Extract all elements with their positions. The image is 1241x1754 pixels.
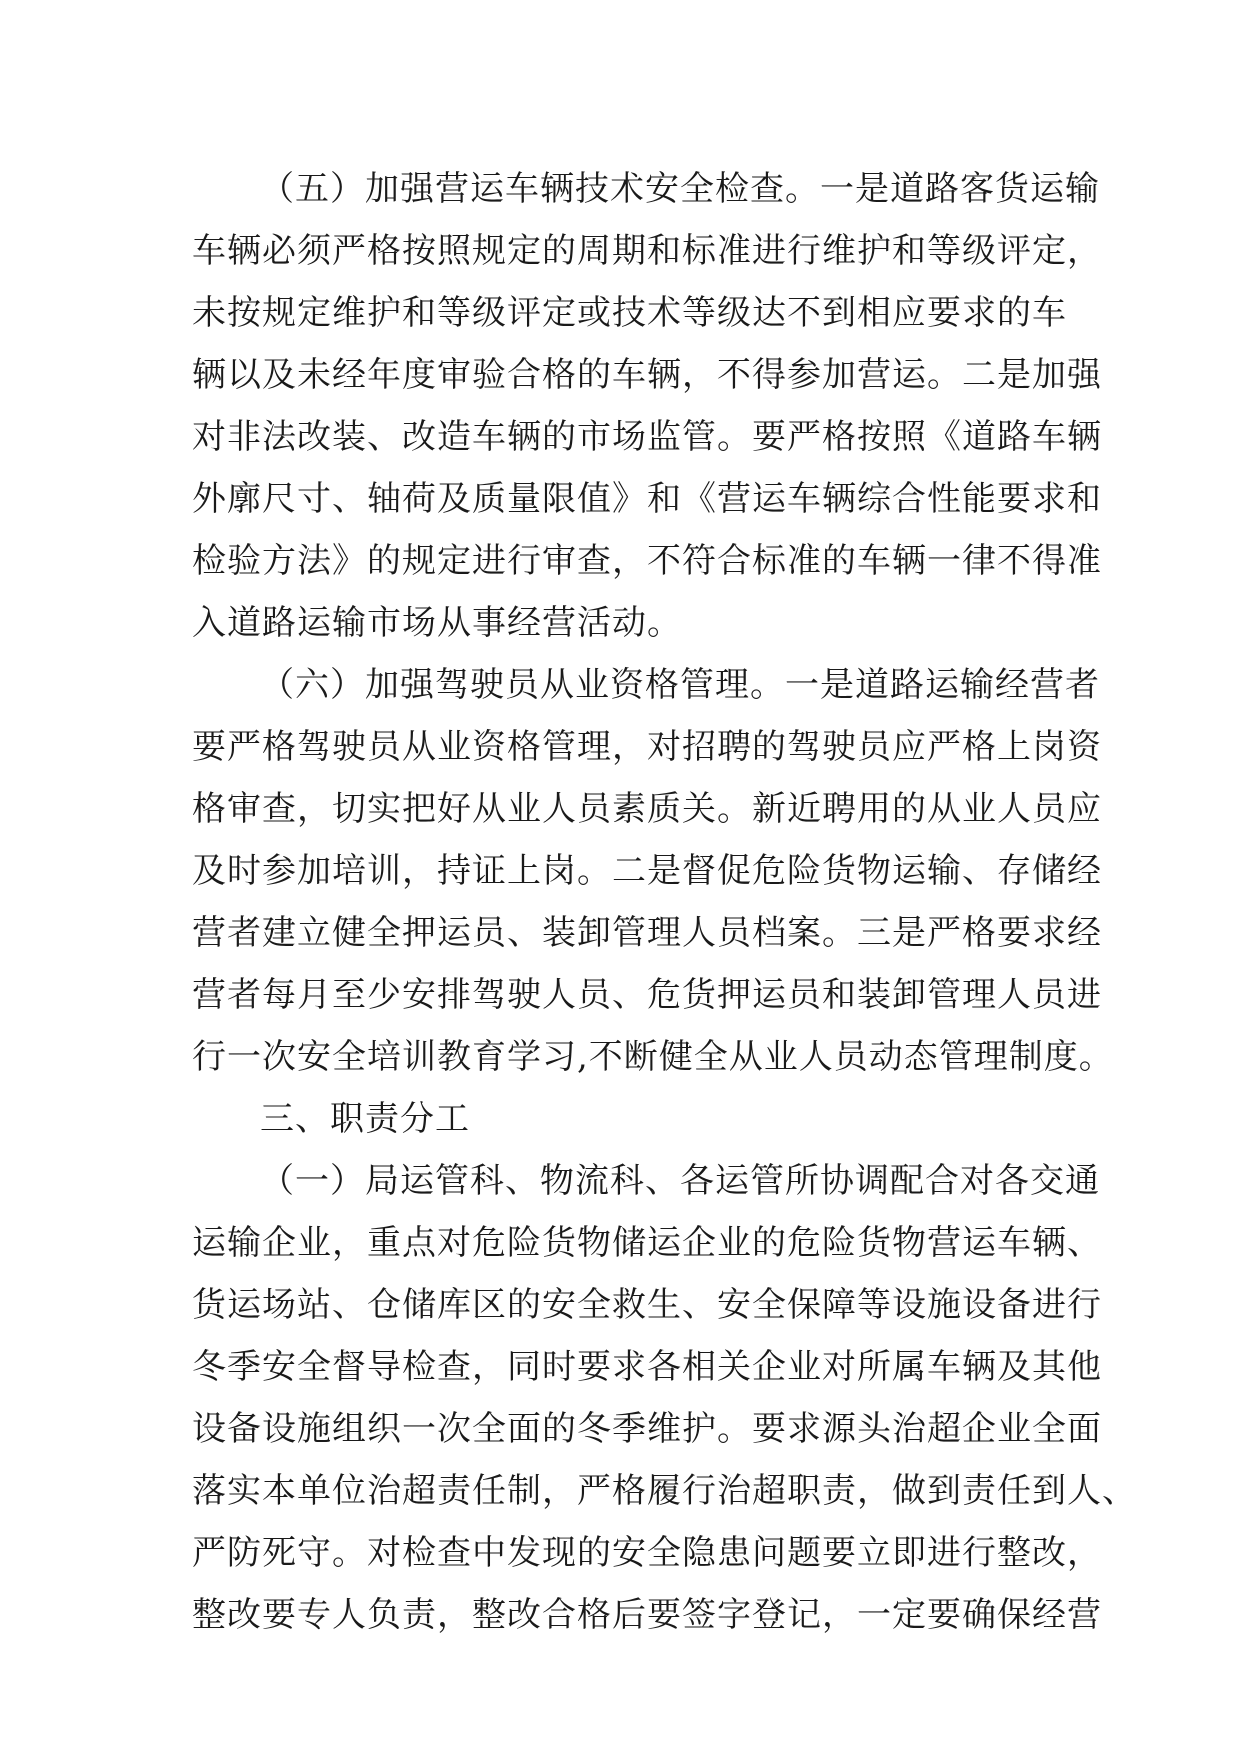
text-line: 设备设施组织一次全面的冬季维护。要求源头治超企业全面 — [192, 1409, 1102, 1449]
text-line: 营者建立健全押运员、装卸管理人员档案。三是严格要求经 — [192, 913, 1102, 953]
paragraph-1-heading-line: （一）局运管科、物流科、各运管所协调配合对各交通 — [260, 1161, 1100, 1201]
text-line: 整改要专人负责，整改合格后要签字登记，一定要确保经营 — [192, 1595, 1102, 1635]
text-line: 营者每月至少安排驾驶人员、危货押运员和装卸管理人员进 — [192, 975, 1102, 1015]
text-line: 运输企业，重点对危险货物储运企业的危险货物营运车辆、 — [192, 1223, 1102, 1263]
text-line: 冬季安全督导检查，同时要求各相关企业对所属车辆及其他 — [192, 1347, 1102, 1387]
text-line: 格审查，切实把好从业人员素质关。新近聘用的从业人员应 — [192, 789, 1102, 829]
body-text — [192, 158, 1137, 1646]
text-line: 要严格驾驶员从业资格管理，对招聘的驾驶员应严格上岗资 — [192, 727, 1102, 767]
text-line: 落实本单位治超责任制，严格履行治超职责，做到责任到人、 — [192, 1471, 1137, 1511]
text-line: 严防死守。对检查中发现的安全隐患问题要立即进行整改， — [192, 1533, 1102, 1573]
text-line: 行一次安全培训教育学习,不断健全从业人员动态管理制度。 — [192, 1037, 1114, 1077]
text-line: 检验方法》的规定进行审查，不符合标准的车辆一律不得准 — [192, 541, 1102, 581]
text-line: 对非法改装、改造车辆的市场监管。要严格按照《道路车辆 — [192, 417, 1102, 457]
paragraph-5-heading-line: （五）加强营运车辆技术安全检查。一是道路客货运输 — [260, 169, 1100, 209]
text-line: 未按规定维护和等级评定或技术等级达不到相应要求的车 — [192, 293, 1067, 333]
text-line: 外廓尺寸、轴荷及质量限值》和《营运车辆综合性能要求和 — [192, 479, 1102, 519]
paragraph-6-heading-line: （六）加强驾驶员从业资格管理。一是道路运输经营者 — [260, 665, 1100, 705]
text-line: 入道路运输市场从事经营活动。 — [192, 603, 682, 643]
text-line: 车辆必须严格按照规定的周期和标准进行维护和等级评定， — [192, 231, 1102, 271]
section-heading: 三、职责分工 — [260, 1099, 470, 1139]
text-line: 辆以及未经年度审验合格的车辆，不得参加营运。二是加强 — [192, 355, 1102, 395]
text-line: 货运场站、仓储库区的安全救生、安全保障等设施设备进行 — [192, 1285, 1102, 1325]
text-line: 及时参加培训，持证上岗。二是督促危险货物运输、存储经 — [192, 851, 1102, 891]
